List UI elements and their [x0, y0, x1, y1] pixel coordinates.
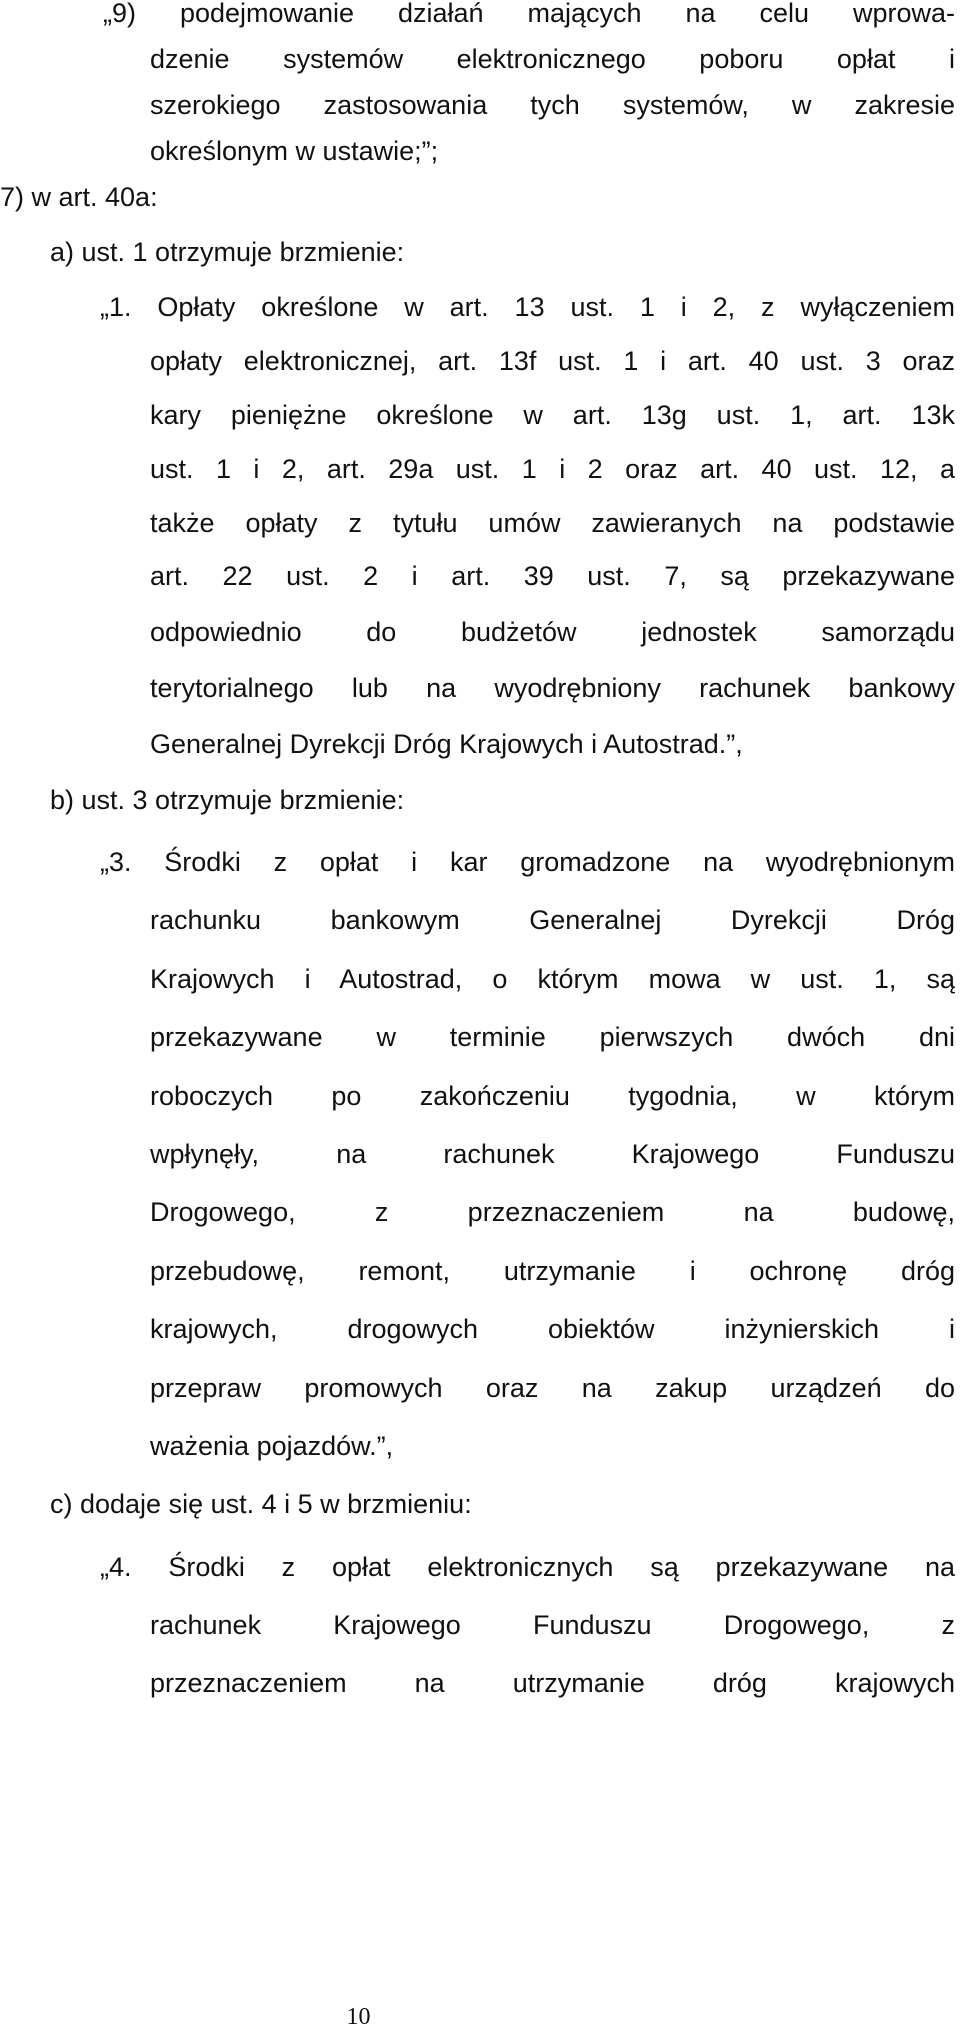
- text-line: dzenie systemów elektronicznego poboru opłat i: [150, 44, 955, 74]
- text-line: także opłaty z tytułu umów zawieranych na podstawie: [150, 508, 955, 538]
- text-line: przekazywane w terminie pierwszych dwóch dni: [150, 1022, 955, 1052]
- text-line: a) ust. 1 otrzymuje brzmienie:: [50, 237, 405, 267]
- text-line: kary pieniężne określone w art. 13g ust. 1, art. 13k: [150, 400, 955, 430]
- text-line: 7) w art. 40a:: [0, 182, 158, 212]
- text-line: c) dodaje się ust. 4 i 5 w brzmieniu:: [50, 1489, 472, 1519]
- text-line: Drogowego, z przeznaczeniem na budowę,: [150, 1197, 955, 1227]
- text-line: „3. Środki z opłat i kar gromadzone na wyodrębnionym: [100, 847, 955, 877]
- text-line: Generalnej Dyrekcji Dróg Krajowych i Autostrad.”,: [150, 729, 743, 759]
- text-line: krajowych, drogowych obiektów inżynierskich i: [150, 1314, 955, 1344]
- text-line: przepraw promowych oraz na zakup urządzeń do: [150, 1373, 955, 1403]
- text-line: rachunku bankowym Generalnej Dyrekcji Dróg: [150, 905, 955, 935]
- text-line: ważenia pojazdów.”,: [150, 1431, 394, 1461]
- text-line: określonym w ustawie;”;: [150, 136, 439, 166]
- text-line: terytorialnego lub na wyodrębniony rachunek bankowy: [150, 673, 955, 703]
- text-line: „4. Środki z opłat elektronicznych są przekazywane na: [100, 1552, 955, 1582]
- text-line: przebudowę, remont, utrzymanie i ochronę dróg: [150, 1256, 955, 1286]
- text-line: przeznaczeniem na utrzymanie dróg krajowych: [150, 1668, 955, 1698]
- text-line: „1. Opłaty określone w art. 13 ust. 1 i 2, z wyłączeniem: [100, 292, 955, 322]
- page-number: 10: [346, 2004, 371, 2030]
- text-line: „9) podejmowanie działań mających na celu wprowa-: [103, 0, 955, 28]
- text-line: opłaty elektronicznej, art. 13f ust. 1 i art. 40 ust. 3 oraz: [150, 346, 955, 376]
- text-line: roboczych po zakończeniu tygodnia, w którym: [150, 1081, 955, 1111]
- text-line: Krajowych i Autostrad, o którym mowa w ust. 1, są: [150, 964, 955, 994]
- text-line: odpowiednio do budżetów jednostek samorządu: [150, 617, 955, 647]
- text-line: ust. 1 i 2, art. 29a ust. 1 i 2 oraz art. 40 ust. 12, a: [150, 454, 955, 484]
- text-line: art. 22 ust. 2 i art. 39 ust. 7, są przekazywane: [150, 561, 955, 591]
- text-line: b) ust. 3 otrzymuje brzmienie:: [50, 785, 405, 815]
- text-line: rachunek Krajowego Funduszu Drogowego, z: [150, 1610, 955, 1640]
- text-line: wpłynęły, na rachunek Krajowego Funduszu: [150, 1139, 955, 1169]
- text-line: szerokiego zastosowania tych systemów, w zakresie: [150, 90, 955, 120]
